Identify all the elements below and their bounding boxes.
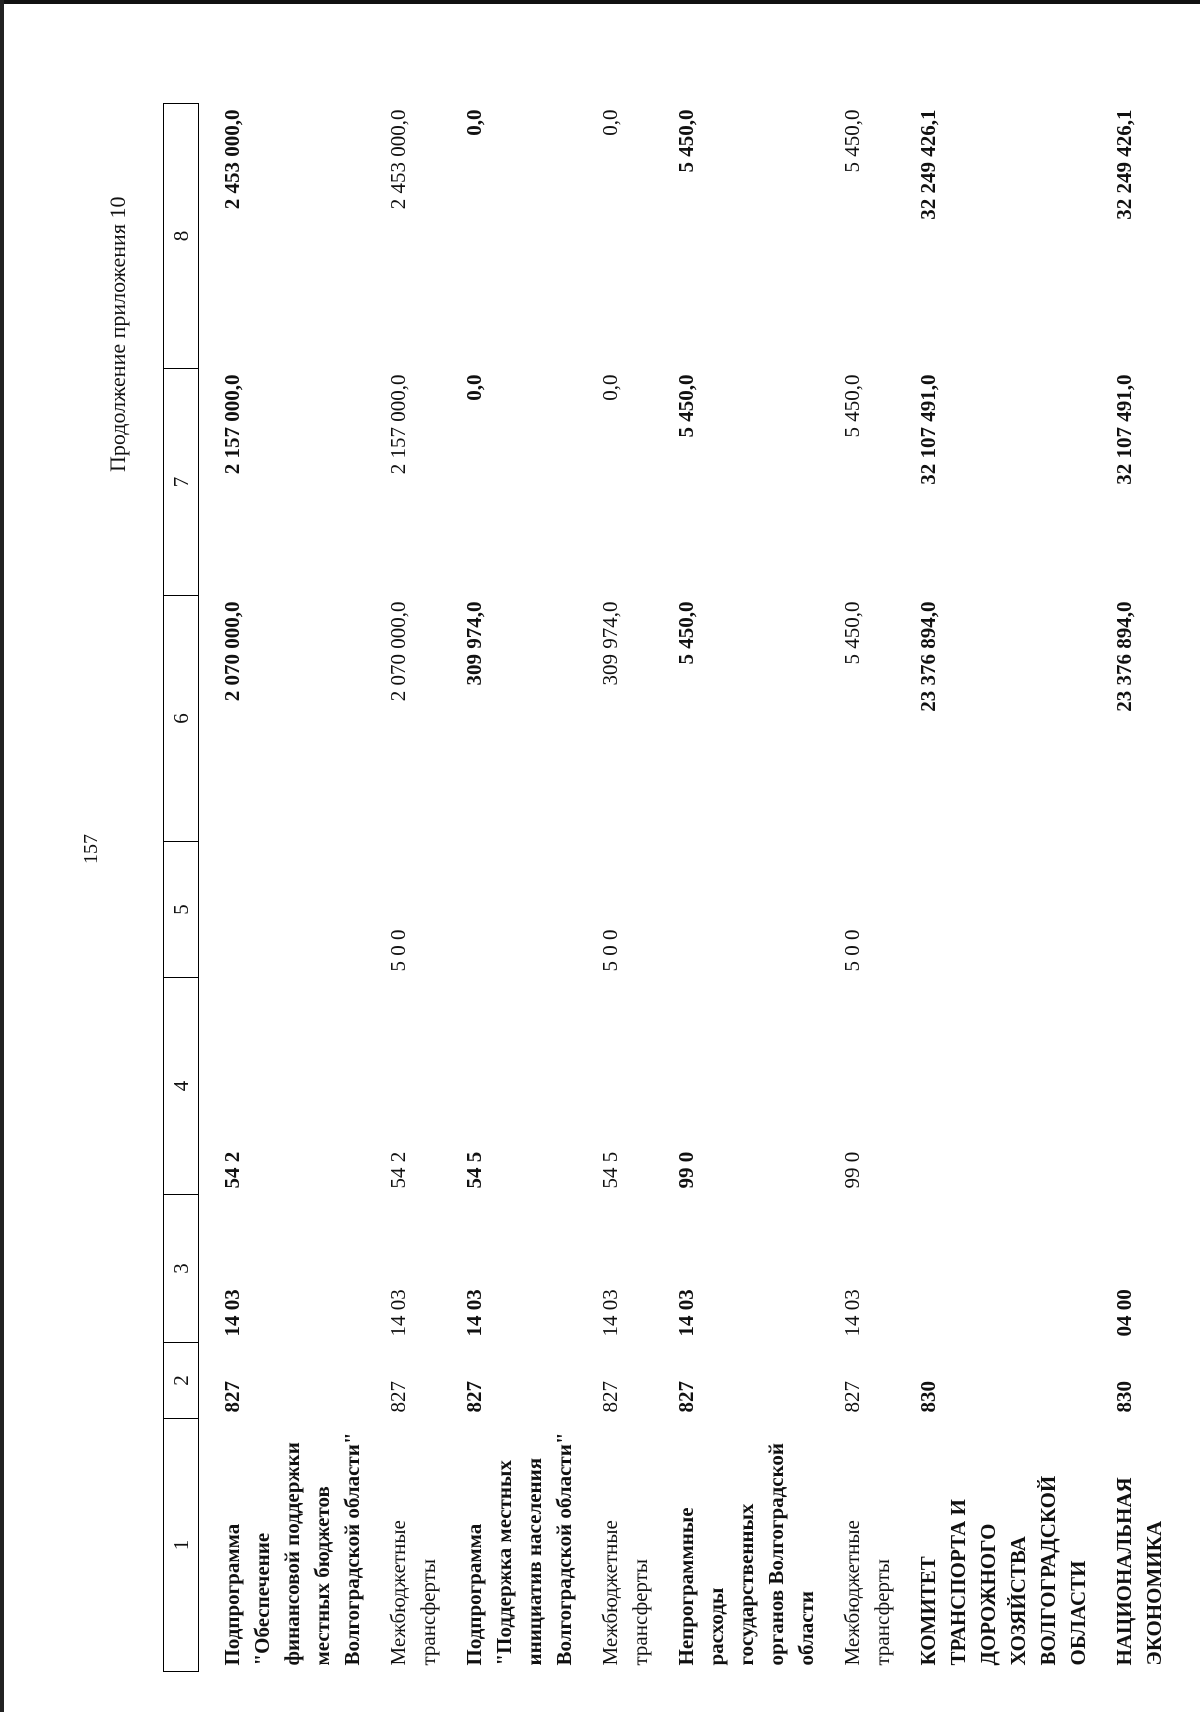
program-code-cell: 99 0 <box>674 1151 698 1189</box>
amount-cell: 32 249 426,1 <box>1112 109 1136 220</box>
amount-cell: 0,0 <box>598 374 622 401</box>
amount-cell: 5 450,0 <box>840 374 864 438</box>
program-code-cell: 99 0 <box>840 1151 864 1189</box>
amount-cell: 2 070 000,0 <box>220 601 244 702</box>
amount-cell: 2 453 000,0 <box>386 109 410 210</box>
table-row <box>905 104 1101 1672</box>
expense-type-cell <box>905 842 1101 978</box>
expense-type-cell <box>199 842 376 978</box>
amount-cell: 0,0 <box>598 109 622 136</box>
program-code-cell: 54 2 <box>386 1151 410 1189</box>
table-row <box>829 104 905 1672</box>
row-name-cell: КОМИТЕТ ТРАНСПОРТА И ДОРОЖНОГО ХОЗЯЙСТВА ВОЛГОГРАДСКОЙ ОБЛАСТИ <box>916 1475 1090 1666</box>
table-row <box>587 104 663 1672</box>
program-code-cell <box>1101 978 1177 1195</box>
expense-type-cell <box>1101 842 1177 978</box>
amount-cell: 5 450,0 <box>840 109 864 173</box>
program-code-cell: 54 2 <box>220 1151 244 1189</box>
amount-cell: 2 157 000,0 <box>220 374 244 475</box>
program-code-cell: 54 5 <box>598 1151 622 1189</box>
row-name-cell: Межбюджетные трансферты <box>598 1520 652 1666</box>
header-row <box>164 104 199 1672</box>
ministry-code-cell: 827 <box>386 1381 410 1413</box>
ministry-code-cell: 830 <box>916 1381 940 1413</box>
amount-cell: 2 157 000,0 <box>386 374 410 475</box>
amount-cell: 32 107 491,0 <box>1112 374 1136 485</box>
table-row <box>375 104 451 1672</box>
ministry-code-cell: 827 <box>598 1381 622 1413</box>
amount-cell: 5 450,0 <box>674 109 698 173</box>
expense-type-cell: 5 0 0 <box>598 929 622 972</box>
row-name-cell: НАЦИОНАЛЬНАЯ ЭКОНОМИКА <box>1112 1477 1166 1666</box>
amount-cell: 309 974,0 <box>462 601 486 686</box>
section-code-cell: 14 03 <box>220 1289 244 1337</box>
column-header: 2 <box>164 1343 199 1419</box>
section-code-cell <box>905 1195 1101 1343</box>
program-code-cell: 54 5 <box>462 1151 486 1189</box>
amount-cell: 32 249 426,1 <box>916 109 940 220</box>
ministry-code-cell: 830 <box>1112 1381 1136 1413</box>
amount-cell: 5 450,0 <box>674 374 698 438</box>
amount-cell: 5 450,0 <box>840 601 864 665</box>
expense-type-cell: 5 0 0 <box>386 929 410 972</box>
column-header: 4 <box>164 978 199 1195</box>
table-body <box>199 104 1178 1672</box>
table-row <box>199 104 376 1672</box>
amount-cell: 0,0 <box>462 109 486 136</box>
budget-table <box>163 103 1177 1672</box>
ministry-code-cell: 827 <box>462 1381 486 1413</box>
table-row <box>451 104 587 1672</box>
table-row <box>663 104 829 1672</box>
row-name-cell: Подпрограмма "Обеспечение финансовой поддержки местных бюджетов Волгоградской области" <box>220 1432 364 1666</box>
expense-type-cell <box>451 842 587 978</box>
row-name-cell: Непрограммные расходы государственных органов Волгоградской области <box>674 1443 818 1666</box>
table-row <box>1101 104 1177 1672</box>
section-code-cell: 14 03 <box>462 1289 486 1337</box>
amount-cell: 23 376 894,0 <box>1112 601 1136 712</box>
page-number: 157 <box>80 834 102 864</box>
amount-cell: 2 453 000,0 <box>220 109 244 210</box>
expense-type-cell: 5 0 0 <box>840 929 864 972</box>
row-name-cell: Подпрограмма "Поддержка местных инициатив населения Волгоградской области" <box>462 1432 576 1666</box>
column-header: 1 <box>164 1419 199 1672</box>
section-code-cell: 14 03 <box>674 1289 698 1337</box>
column-header: 6 <box>164 596 199 842</box>
section-code-cell: 14 03 <box>386 1289 410 1337</box>
column-header: 8 <box>164 104 199 369</box>
continuation-note: Продолжение приложения 10 <box>105 196 130 472</box>
expense-type-cell <box>663 842 829 978</box>
program-code-cell <box>905 978 1101 1195</box>
section-code-cell: 14 03 <box>598 1289 622 1337</box>
column-header: 3 <box>164 1195 199 1343</box>
row-name-cell: Межбюджетные трансферты <box>386 1520 440 1666</box>
column-header: 5 <box>164 842 199 978</box>
ministry-code-cell: 827 <box>220 1381 244 1413</box>
amount-cell: 309 974,0 <box>598 601 622 686</box>
amount-cell: 5 450,0 <box>674 601 698 665</box>
amount-cell: 2 070 000,0 <box>386 601 410 702</box>
amount-cell: 23 376 894,0 <box>916 601 940 712</box>
ministry-code-cell: 827 <box>674 1381 698 1413</box>
ministry-code-cell: 827 <box>840 1381 864 1413</box>
amount-cell: 0,0 <box>462 374 486 401</box>
row-name-cell: Межбюджетные трансферты <box>840 1520 894 1666</box>
amount-cell: 32 107 491,0 <box>916 374 940 485</box>
section-code-cell: 14 03 <box>840 1289 864 1337</box>
section-code-cell: 04 00 <box>1112 1289 1136 1337</box>
column-header: 7 <box>164 369 199 596</box>
